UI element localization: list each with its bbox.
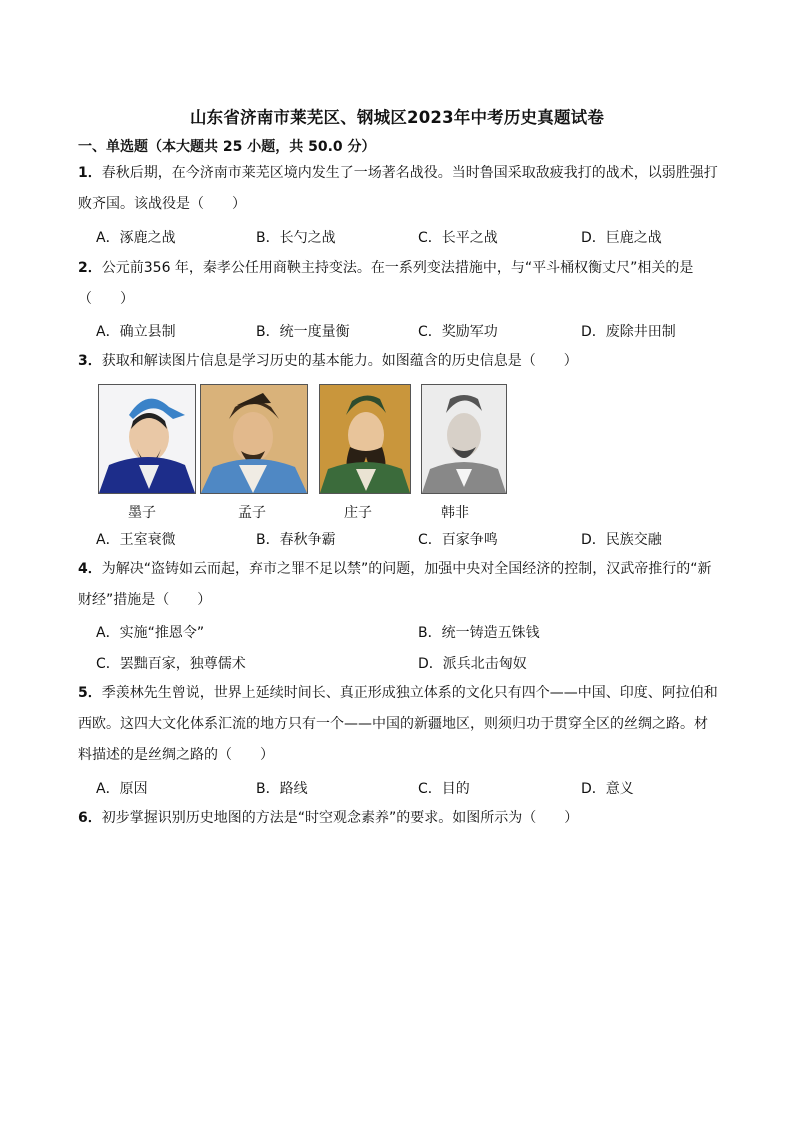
question-5 [78, 678, 750, 771]
option-a[interactable]: A．涿鹿之战 [96, 230, 176, 246]
question-text-line: 春秋后期，在今济南市莱芜区境内发生了一场著名战役。当时鲁国采取敌疲我打的战术，以弱胜强打 [101, 165, 718, 181]
question-text-line: 公元前356 年，秦孝公任用商鞅主持变法。在一系列变法措施中，与“平斗桶权衡丈尺”相关的是 [101, 260, 694, 276]
question-number: 2． [78, 260, 102, 276]
question-number: 5． [78, 685, 102, 701]
question-1 [78, 158, 750, 220]
question-text-line: 料描述的是丝绸之路的（ ） [78, 747, 274, 763]
option-d[interactable]: D．民族交融 [581, 532, 662, 548]
portrait-hanfei-image [421, 384, 507, 494]
option-a[interactable]: A．实施“推恩令” [96, 625, 205, 641]
question-text-line: （ ） [78, 291, 134, 307]
question-1-options [96, 227, 746, 251]
option-c[interactable]: C．长平之战 [418, 230, 498, 246]
question-text-line: 获取和解读图片信息是学习历史的基本能力。如图蕴含的历史信息是（ ） [101, 353, 578, 369]
question-3-options [96, 529, 746, 553]
philosopher-portraits [98, 384, 518, 520]
option-d[interactable]: D．废除井田制 [581, 324, 676, 340]
option-c[interactable]: C．百家争鸣 [418, 532, 498, 548]
question-text-line: 季羡林先生曾说，世界上延续时间长、真正形成独立体系的文化只有四个——中国、印度、阿拉伯和 [101, 685, 718, 701]
portrait-caption: 孟子 [238, 505, 266, 521]
question-5-options [96, 778, 746, 802]
question-2 [78, 253, 750, 315]
option-b[interactable]: B．春秋争霸 [256, 532, 336, 548]
question-number: 1． [78, 165, 102, 181]
option-a[interactable]: A．确立县制 [96, 324, 176, 340]
question-text-line: 初步掌握识别历史地图的方法是“时空观念素养”的要求。如图所示为（ ） [101, 810, 579, 826]
question-2-options [96, 321, 746, 345]
option-c[interactable]: C．罢黜百家，独尊儒术 [96, 656, 246, 672]
portrait-mozi-image [98, 384, 196, 494]
question-number: 6． [78, 810, 102, 826]
option-d[interactable]: D．巨鹿之战 [581, 230, 662, 246]
question-4-options-row1 [96, 622, 746, 646]
portrait-caption: 庄子 [344, 505, 372, 521]
section-heading: 一、单选题（本大题共 25 小题，共 50.0 分） [78, 139, 376, 155]
option-d[interactable]: D．派兵北击匈奴 [418, 656, 527, 672]
question-text-line: 西欧。这四大文化体系汇流的地方只有一个——中国的新疆地区，则须归功于贯穿全区的丝绸之路。材 [78, 716, 708, 732]
question-text-line: 财经”措施是（ ） [78, 592, 212, 608]
option-b[interactable]: B．长勺之战 [256, 230, 336, 246]
option-c[interactable]: C．奖励军功 [418, 324, 498, 340]
option-a[interactable]: A．王室衰微 [96, 532, 176, 548]
option-b[interactable]: B．路线 [256, 781, 308, 797]
option-c[interactable]: C．目的 [418, 781, 470, 797]
portrait-caption: 墨子 [128, 505, 156, 521]
option-a[interactable]: A．原因 [96, 781, 148, 797]
question-text-line: 败齐国。该战役是（ ） [78, 196, 246, 212]
question-number: 4． [78, 561, 102, 577]
exam-title: 山东省济南市莱芜区、钢城区2023年中考历史真题试卷 [189, 108, 605, 127]
question-4 [78, 554, 750, 616]
option-b[interactable]: B．统一度量衡 [256, 324, 350, 340]
question-4-options-row2 [96, 653, 746, 677]
option-d[interactable]: D．意义 [581, 781, 634, 797]
option-b[interactable]: B．统一铸造五铢钱 [418, 625, 540, 641]
question-6 [78, 803, 750, 834]
portrait-zhuangzi-image [319, 384, 411, 494]
portrait-mencius-image [200, 384, 308, 494]
question-number: 3． [78, 353, 102, 369]
portrait-caption: 韩非 [441, 505, 469, 521]
question-text-line: 为解决“盗铸如云而起，弃市之罪不足以禁”的问题，加强中央对全国经济的控制，汉武帝推行的“新 [101, 561, 712, 577]
question-3 [78, 346, 750, 377]
